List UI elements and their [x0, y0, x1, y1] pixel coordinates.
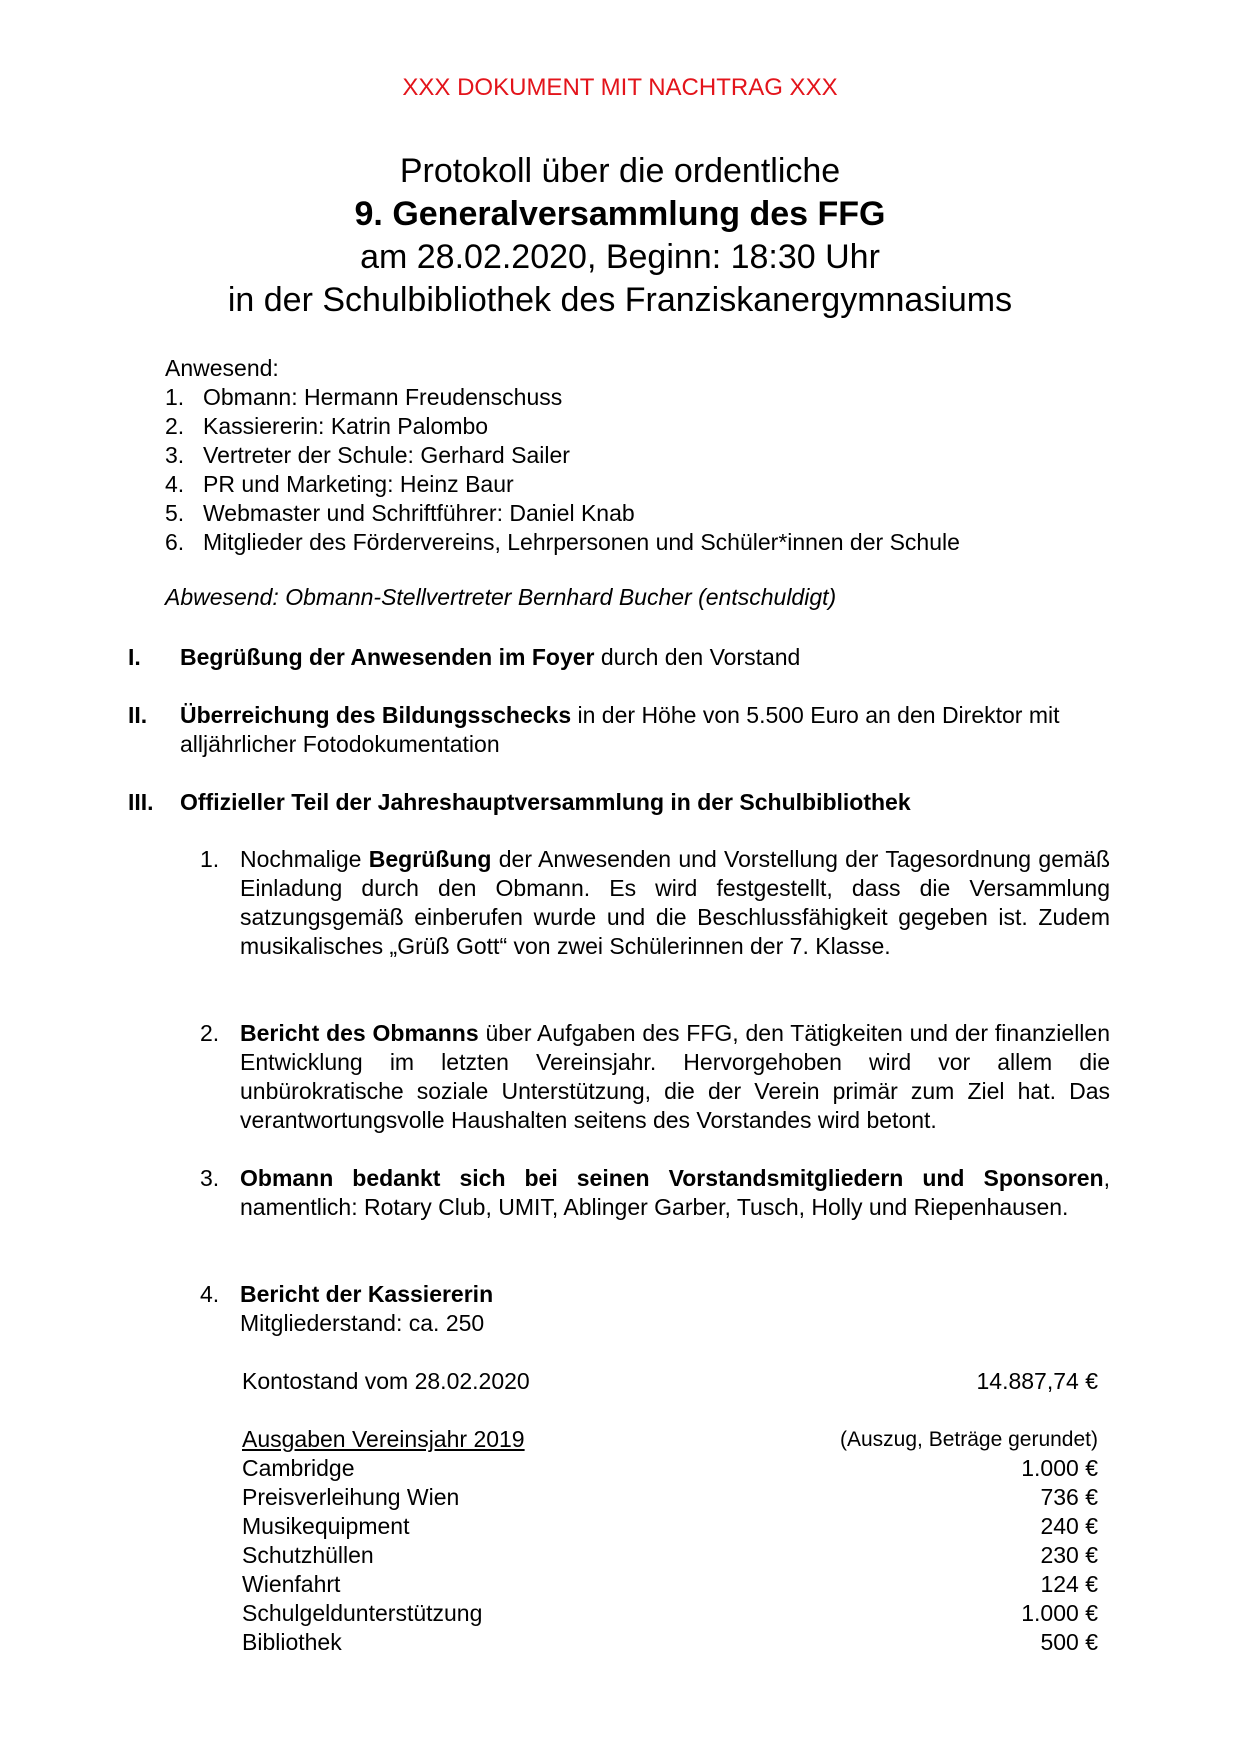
- item-bold: Obmann bedankt sich bei seinen Vorstandsmitgliedern und Sponsoren: [240, 1165, 1104, 1191]
- title-line-1: Protokoll über die ordentliche: [399, 152, 841, 190]
- item-text: [240, 1164, 1110, 1222]
- balance-label: Kontostand vom 28.02.2020: [242, 1368, 530, 1394]
- expense-value: 124 €: [1040, 1571, 1098, 1597]
- agenda-item-1: [200, 845, 1110, 961]
- item-pre: Nochmalige: [240, 846, 369, 872]
- item-number: 4.: [200, 1281, 220, 1307]
- table-row: [242, 1628, 1098, 1657]
- attendees-section: [165, 354, 960, 557]
- item-number: 5.: [165, 500, 185, 526]
- item-text: [240, 1019, 1110, 1135]
- item-text: [240, 845, 1110, 961]
- table-row: [242, 1541, 1098, 1570]
- item-text: Mitglieder des Fördervereins, Lehrpersonen und Schüler*innen der Schule: [203, 529, 960, 555]
- list-item: [165, 528, 960, 557]
- expense-label: Bibliothek: [242, 1629, 342, 1655]
- table-row: [242, 1599, 1098, 1628]
- item-bold: Bericht des Obmanns: [240, 1020, 479, 1046]
- title-line-3: am 28.02.2020, Beginn: 18:30 Uhr: [360, 238, 880, 276]
- item-text: Webmaster und Schriftführer: Daniel Knab: [203, 500, 635, 526]
- title-line-4: in der Schulbibliothek des Franziskanergymnasiums: [227, 281, 1013, 319]
- member-count: Mitgliederstand: ca. 250: [240, 1310, 485, 1336]
- document-title: [0, 150, 1240, 322]
- section-number: I.: [128, 644, 141, 670]
- item-number: 3.: [200, 1165, 220, 1191]
- section-number: III.: [128, 789, 154, 815]
- expense-value: 1.000 €: [1021, 1600, 1098, 1626]
- agenda-item-2: [200, 1019, 1110, 1135]
- section-rest: in der Höhe von 5.500 Euro an den Direktor mit alljährlicher Fotodokumentation: [180, 702, 1060, 757]
- list-item: [165, 499, 960, 528]
- list-item: [165, 412, 960, 441]
- item-text: Obmann: Hermann Freudenschuss: [203, 384, 563, 410]
- item-rest: der Anwesenden und Vorstellung der Tagesordnung gemäß Einladung durch den Obmann. Es wird festgestellt, dass die Versammlung satzungsgemäß einberufen wurde und die Beschlussfähigkeit gegeben ist. Zudem musikalisches „Grüß Gott“ von zwei Schülerinnen der 7. Klasse.: [240, 846, 1111, 959]
- item-number: 1.: [200, 846, 220, 872]
- addendum-notice: XXX DOKUMENT MIT NACHTRAG XXX: [402, 74, 838, 101]
- item-bold: Bericht der Kassiererin: [240, 1281, 494, 1307]
- balance-value: 14.887,74 €: [976, 1368, 1098, 1394]
- expense-value: 500 €: [1040, 1629, 1098, 1655]
- expense-label: Preisverleihung Wien: [242, 1484, 460, 1510]
- expense-value: 230 €: [1040, 1542, 1098, 1568]
- item-number: 6.: [165, 529, 185, 555]
- absent-note: Abwesend: Obmann-Stellvertreter Bernhard Bucher (entschuldigt): [165, 584, 837, 610]
- table-row: [242, 1570, 1098, 1599]
- item-rest: , namentlich: Rotary Club, UMIT, Ablinger Garber, Tusch, Holly und Riepenhausen.: [240, 1165, 1110, 1220]
- section-2: [120, 701, 1110, 759]
- section-1: [120, 643, 1110, 672]
- attendees-list: [165, 383, 960, 557]
- section-bold: Offizieller Teil der Jahreshauptversammlung in der Schulbibliothek: [180, 789, 911, 815]
- table-row: [242, 1512, 1098, 1541]
- expense-value: 736 €: [1040, 1484, 1098, 1510]
- item-text: Kassiererin: Katrin Palombo: [203, 413, 489, 439]
- list-item: [165, 470, 960, 499]
- item-number: 4.: [165, 471, 185, 497]
- section-3: [120, 788, 1110, 817]
- table-row: [242, 1454, 1098, 1483]
- section-number: II.: [128, 702, 148, 728]
- expenses-note: (Auszug, Beträge gerundet): [840, 1428, 1098, 1451]
- list-item: [165, 383, 960, 412]
- balance-row: [242, 1367, 1098, 1396]
- section-text: [180, 701, 1110, 759]
- section-text: [180, 788, 1110, 817]
- item-bold: Begrüßung: [368, 846, 492, 872]
- expense-label: Wienfahrt: [242, 1571, 341, 1597]
- section-bold: Überreichung des Bildungsschecks: [180, 702, 572, 728]
- title-line-2: 9. Generalversammlung des FFG: [354, 195, 886, 233]
- expenses-heading: Ausgaben Vereinsjahr 2019: [242, 1426, 525, 1452]
- item-number: 2.: [165, 413, 185, 439]
- expense-label: Schulgeldunterstützung: [242, 1600, 483, 1626]
- item-text: PR und Marketing: Heinz Baur: [203, 471, 514, 497]
- item-number: 1.: [165, 384, 185, 410]
- section-bold: Begrüßung der Anwesenden im Foyer: [180, 644, 595, 670]
- section-rest: durch den Vorstand: [594, 644, 801, 670]
- agenda-item-4: [200, 1280, 1110, 1338]
- expense-value: 240 €: [1040, 1513, 1098, 1539]
- item-number: 2.: [200, 1020, 220, 1046]
- attendees-label: Anwesend:: [165, 355, 279, 381]
- item-text: [240, 1280, 1110, 1338]
- agenda-item-3: [200, 1164, 1110, 1222]
- item-number: 3.: [165, 442, 185, 468]
- table-row: [242, 1483, 1098, 1512]
- expenses-header-row: [242, 1425, 1098, 1454]
- item-rest: über Aufgaben des FFG, den Tätigkeiten und der finanziellen Entwicklung im letzten Vereinsjahr. Hervorgehoben wird vor allem die unbürokratische soziale Unterstützung, die der Verein primär zum Ziel hat. Das verantwortungsvolle Haushalten seitens des Vorstandes wird betont.: [240, 1020, 1110, 1133]
- expense-label: Schutzhüllen: [242, 1542, 374, 1568]
- finance-section: [242, 1367, 1098, 1657]
- expense-label: Cambridge: [242, 1455, 355, 1481]
- expense-value: 1.000 €: [1021, 1455, 1098, 1481]
- expense-label: Musikequipment: [242, 1513, 410, 1539]
- item-text: Vertreter der Schule: Gerhard Sailer: [203, 442, 570, 468]
- list-item: [165, 441, 960, 470]
- section-text: [180, 643, 1110, 672]
